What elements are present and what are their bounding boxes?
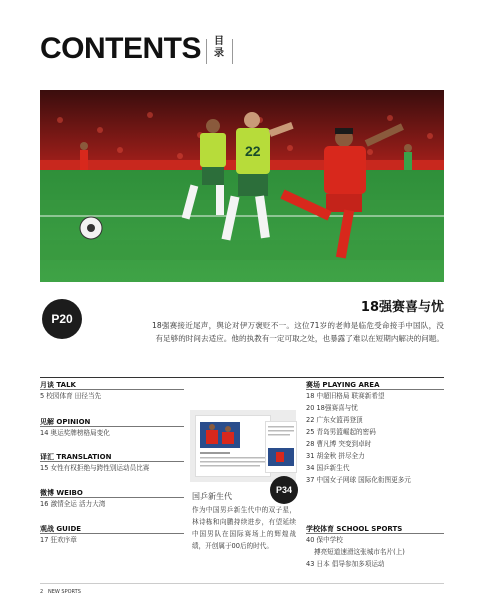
- main-divider: [40, 377, 444, 378]
- list-item[interactable]: 37 中国女子网球 国际化衔图更多元: [306, 476, 411, 484]
- list-item[interactable]: 14 奥运奖牌榜格局变化: [40, 429, 110, 437]
- list-item[interactable]: 18 中超旧格局 联赛新希望: [306, 392, 385, 400]
- section-title-guide: 观战 GUIDE: [40, 525, 82, 533]
- middle-article-title[interactable]: 国乒新生代: [192, 492, 232, 501]
- list-item[interactable]: 34 国乒新生代: [306, 464, 350, 472]
- soccer-ball-icon: [80, 217, 102, 239]
- thumbnail-page-right: [266, 422, 296, 472]
- soccer-match-image: [40, 90, 444, 282]
- list-item[interactable]: 20 18强赛喜与忧: [306, 404, 358, 412]
- list-item[interactable]: 25 青岛男篮崛起的密码: [306, 428, 376, 436]
- section-title-translation: 译汇 TRANSLATION: [40, 453, 112, 461]
- feature-title[interactable]: 18强赛喜与忧: [360, 300, 444, 315]
- svg-text:22: 22: [245, 143, 261, 159]
- page-number: 2: [40, 589, 44, 595]
- table-tennis-player-image: [266, 422, 296, 472]
- title-cn-char-1: 目: [214, 36, 224, 47]
- list-item[interactable]: 5 校园体育 田径当先: [40, 392, 102, 400]
- thumbnail-page: [196, 416, 270, 476]
- title-divider-right: [232, 39, 233, 64]
- middle-article-summary: 作为中国男乒新生代中的双子星，林诗栋和向鹏持续进步，有望延续中国男队在国际赛场上的辉煌战绩，开创属于00后的时代。: [192, 506, 296, 550]
- title-cn-char-2: 录: [214, 48, 224, 59]
- list-item[interactable]: 17 狂欢序章: [40, 536, 77, 544]
- footer: [40, 589, 81, 595]
- section-title-talk: 月谈 TALK: [40, 381, 76, 389]
- section-title-playing-area: 赛场 PLAYING AREA: [306, 381, 380, 389]
- section-title-opinion: 见解 OPINION: [40, 418, 91, 426]
- list-item[interactable]: 43 日本 倡导参加多项运动: [306, 560, 385, 568]
- list-item[interactable]: 22 广东女篮再登顶: [306, 416, 363, 424]
- section-title-weibo: 微博 WEIBO: [40, 489, 83, 497]
- list-item[interactable]: 搏亮短道速滑这张城市名片(上): [314, 548, 405, 556]
- magazine-name: NEW SPORTS: [47, 589, 81, 595]
- page-title-chinese: [212, 36, 226, 60]
- title-divider-left: [206, 39, 207, 64]
- page-title: CONTENTS: [40, 32, 201, 65]
- feature-page-badge[interactable]: P20: [42, 299, 82, 339]
- list-item[interactable]: 16 激情全运 活力大湾: [40, 500, 106, 508]
- middle-page-badge[interactable]: P34: [270, 476, 298, 504]
- list-item[interactable]: 31 胡金秋 拼尽全力: [306, 452, 365, 460]
- feature-photo[interactable]: [40, 90, 444, 282]
- section-title-school-sports: 学校体育 SCHOOL SPORTS: [306, 525, 403, 533]
- list-item[interactable]: 28 曹凡博 突变到卓时: [306, 440, 372, 448]
- table-tennis-thumbnail-image: [196, 416, 270, 476]
- list-item[interactable]: 40 保中学校: [306, 536, 343, 544]
- footer-divider: [40, 583, 444, 584]
- feature-summary: 18强赛接近尾声，舆论对伊万褒贬不一。这位71岁的老帅是临危受命接手中国队，没有足够的时间去适应。他的执教有一定可取之处，也暴露了难以在短期内解决的问题。: [152, 321, 444, 343]
- list-item[interactable]: 15 女性有权拒绝与跨性别运动员比赛: [40, 464, 150, 472]
